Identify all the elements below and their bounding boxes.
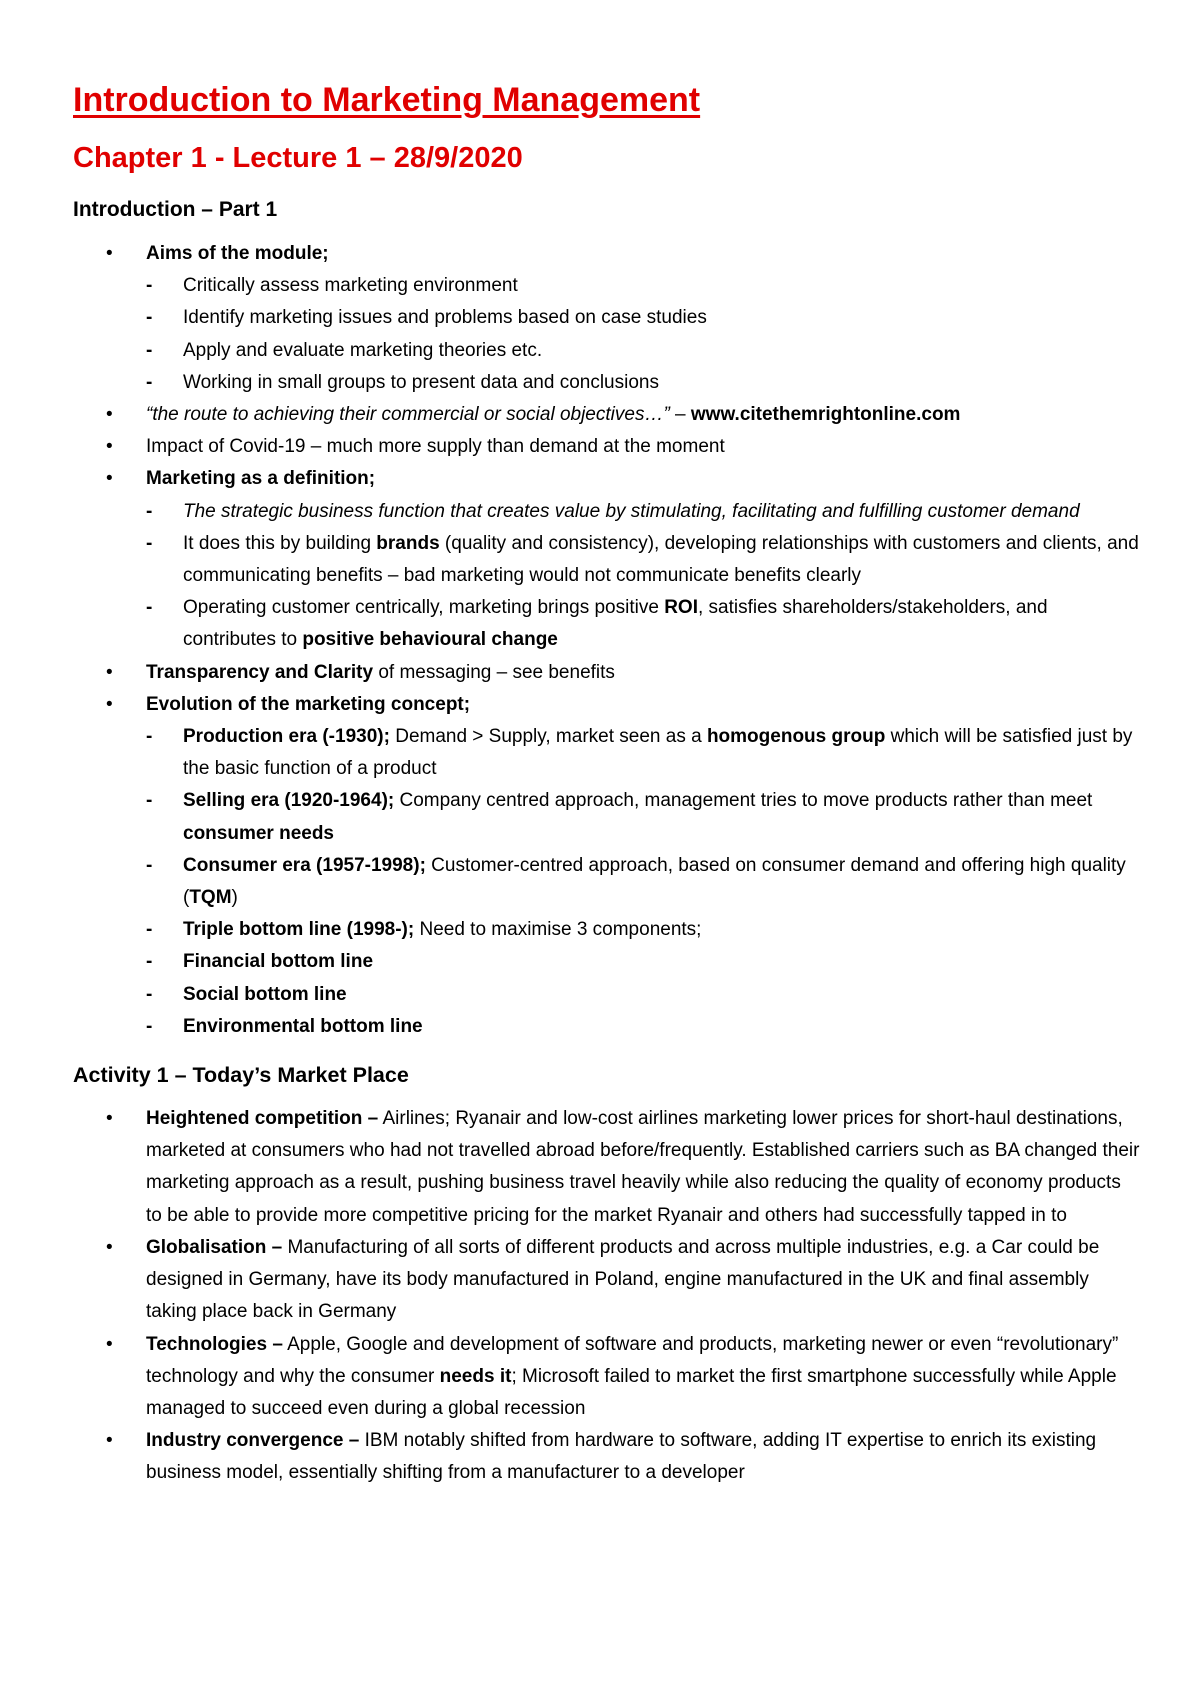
list-item-aims [73,238,1140,270]
social-bottom-line: Social bottom line [183,983,347,1005]
aims-item-text: Apply and evaluate marketing theories etc. [183,339,543,361]
section-heading-activity1: Activity 1 – Today’s Market Place [73,1063,409,1088]
bullet-icon: • [106,693,113,715]
definition-brands: brands [376,532,440,554]
definition-text-2b: (quality and consistency), developing relationships with customers and clients, and communicating benefits – bad marketing would not communicate benefits clearly [183,532,1139,587]
evolution-item-social [73,979,1140,1011]
definition-item [73,592,1140,656]
consumer-text-b: ) [231,887,238,909]
evolution-item-environmental [73,1011,1140,1043]
list-item-covid [73,431,1140,463]
production-text-b: which will be satisfied just by the basic function of a product [183,726,1133,780]
evolution-item-triple [73,914,1140,946]
globalisation-bold: Globalisation – [146,1236,283,1258]
convergence-text: IBM notably shifted from hardware to software, adding IT expertise to enrich its existing business model, essentially shifting from a manufacturer to a developer [146,1430,1097,1484]
financial-bottom-line: Financial bottom line [183,951,374,973]
bullet-icon: • [106,468,113,490]
aims-item [73,270,1140,302]
dash-icon: - [146,951,153,973]
citation-site: www.citethemrightonline.com [690,404,961,426]
technologies-needs-it: needs it [439,1365,512,1387]
definition-label: Marketing as a definition; [146,468,376,490]
dash-icon: - [146,854,153,876]
triple-bottom-line: Triple bottom line (1998-); [183,919,415,941]
tqm: TQM [189,887,232,909]
bullet-icon: • [106,1236,113,1258]
bullet-icon: • [106,661,113,683]
technologies-bold: Technologies – [146,1333,283,1355]
bullet-icon: • [106,1108,113,1130]
dash-icon: - [146,919,153,941]
route-quote-separator: – [669,404,691,426]
consumer-needs: consumer needs [183,822,334,844]
definition-item [73,528,1140,592]
covid-text: Impact of Covid-19 – much more supply than demand at the moment [146,436,725,458]
definition-text-2a: It does this by building [183,532,377,554]
definition-text-3a: Operating customer centrically, marketing brings positive [183,597,665,619]
list-item-route-quote [73,399,1140,431]
definition-item [73,496,1140,528]
selling-era: Selling era (1920-1964); [183,790,395,812]
list-item-competition [73,1103,1140,1232]
document-title: Introduction to Marketing Management [73,81,701,119]
technologies-text-b: ; Microsoft failed to market the first smartphone successfully while Apple managed to succeed even during a global recession [146,1365,1117,1419]
bullet-icon: • [106,1430,113,1452]
production-text-a: Demand > Supply, market seen as a [389,726,707,748]
bullet-icon: • [106,243,113,264]
list-item-transparency [73,657,1140,689]
dash-icon: - [146,983,153,1005]
definition-roi: ROI [664,597,698,619]
aims-item [73,367,1140,399]
definition-text-1: The strategic business function that creates value by stimulating, facilitating and fulfilling customer demand [183,500,1080,522]
production-era: Production era (-1930); [183,726,390,748]
route-quote-text: “the route to achieving their commercial or social objectives…” [146,404,670,426]
list-item-technologies [73,1329,1140,1426]
chapter-heading: Chapter 1 - Lecture 1 – 28/9/2020 [73,142,523,174]
definition-behavioural-change: positive behavioural change [302,629,558,651]
transparency-bold: Transparency and Clarity [146,661,374,683]
aims-item-text: Critically assess marketing environment [183,275,518,297]
dash-icon: - [146,500,153,522]
dash-icon: - [146,275,153,297]
dash-icon: - [146,1015,153,1037]
competition-bold: Heightened competition – [146,1108,379,1130]
aims-item [73,335,1140,367]
evolution-item-financial [73,946,1140,978]
convergence-bold: Industry convergence – [146,1430,360,1452]
aims-label: Aims of the module; [146,243,329,264]
evolution-item-consumer [73,850,1140,914]
definition-text-3b: , satisfies shareholders/stakeholders, and contributes to [183,597,1048,651]
competition-text: Airlines; Ryanair and low-cost airlines marketing lower prices for short-haul destinations, marketed at consumers who had not travelled abroad before/frequently. Established carriers such as BA changed their marketing approach as a result, pushing business travel heavily while also reducing the quality of economy products to be able to provide more competitive pricing for the market Ryanair and others had successfully tapped in to [146,1108,1140,1226]
globalisation-text: Manufacturing of all sorts of different products and across multiple industries, e.g. a Car could be designed in Germany, have its body manufactured in Poland, engine manufactured in the UK and final assembly taking place back in Germany [146,1236,1100,1323]
section-heading-part1: Introduction – Part 1 [73,198,278,221]
list-item-convergence [73,1425,1140,1489]
list-item-evolution [73,689,1140,721]
list-item-definition [73,463,1140,495]
environmental-bottom-line: Environmental bottom line [183,1015,423,1037]
homogenous-group: homogenous group [706,726,886,748]
aims-item [73,302,1140,334]
dash-icon: - [146,597,153,619]
part1-list [73,238,1140,1043]
bullet-icon: • [106,1333,113,1355]
bullet-icon: • [106,404,113,426]
aims-item-text: Working in small groups to present data and conclusions [183,371,659,393]
selling-text: Company centred approach, management tries to move products rather than meet [394,790,1093,812]
transparency-text: of messaging – see benefits [373,661,615,683]
dash-icon: - [146,532,153,554]
evolution-item-production [73,721,1140,785]
activity1-list [73,1103,1140,1489]
evolution-label: Evolution of the marketing concept; [146,693,471,715]
aims-item-text: Identify marketing issues and problems based on case studies [183,307,707,329]
dash-icon: - [146,790,153,812]
dash-icon: - [146,307,153,329]
evolution-item-selling [73,785,1140,849]
consumer-text-a: Customer-centred approach, based on consumer demand and offering high quality ( [183,854,1126,909]
dash-icon: - [146,339,153,361]
triple-text: Need to maximise 3 components; [414,919,702,941]
consumer-era: Consumer era (1957-1998); [183,854,426,876]
dash-icon: - [146,726,153,748]
bullet-icon: • [106,436,113,458]
list-item-globalisation [73,1232,1140,1329]
technologies-text-a: Apple, Google and development of software and products, marketing newer or even “revolutionary” technology and why the consumer [146,1333,1119,1387]
dash-icon: - [146,371,153,393]
